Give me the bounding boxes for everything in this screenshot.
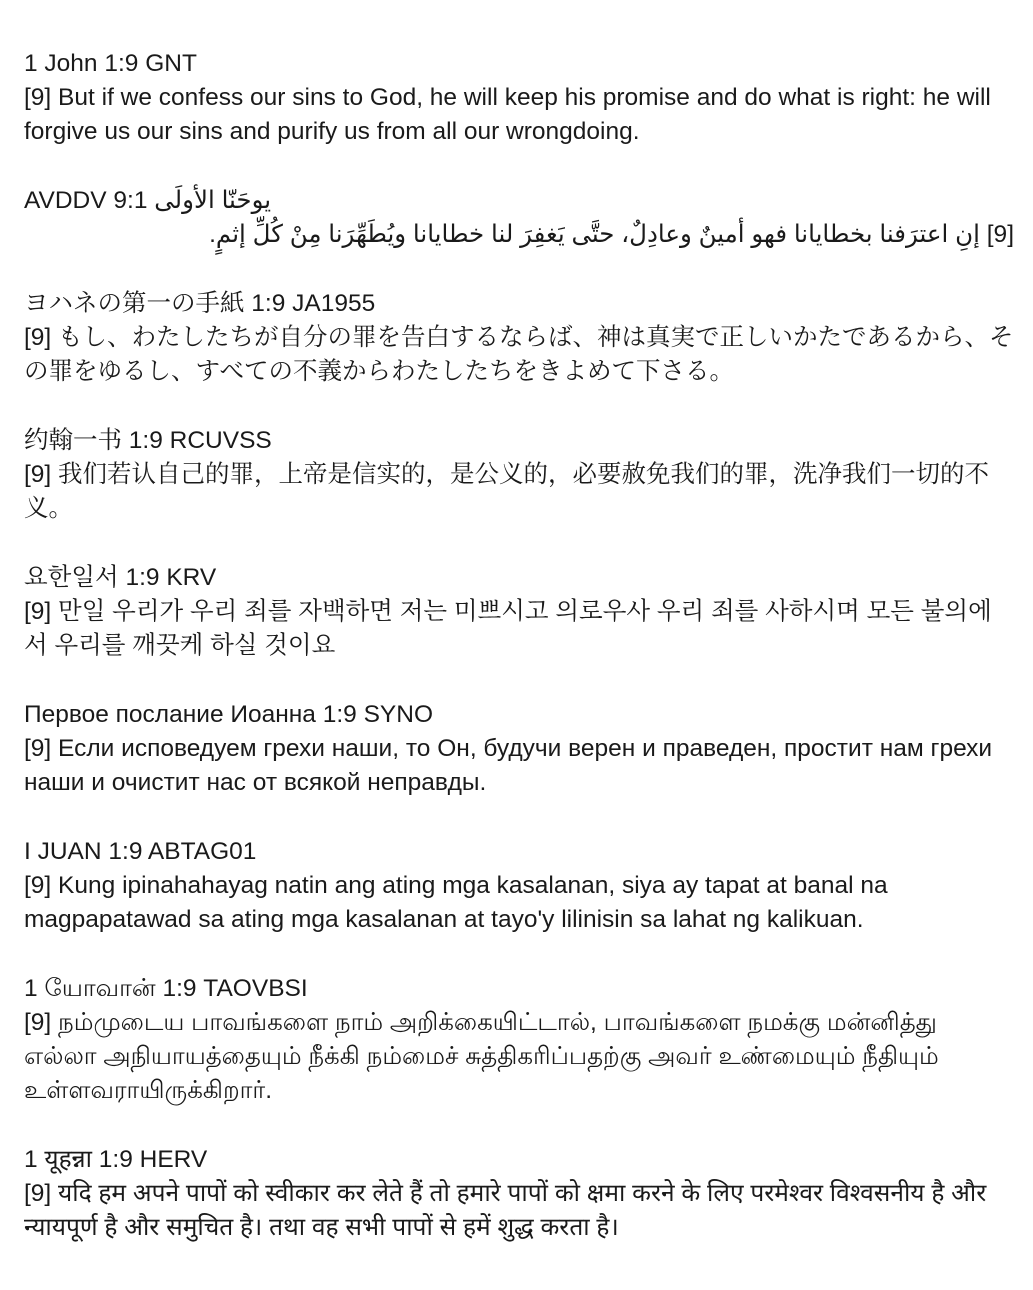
verse-entry-gnt — [24, 47, 1014, 149]
verse-text: [9] Kung ipinahahayag natin ang ating mga kasalanan, siya ay tapat at banal na magpapatawad sa ating mga kasalanan at tayo'y lilinisin sa lahat ng kalikuan. — [24, 872, 888, 933]
verse-text: [9] إنِ اعترَفنا بخطايانا فهو أمينٌ وعادِلٌ، حتَّى يَغفِرَ لنا خطايانا ويُطَهِّرَنا مِنْ كُلِّ إثمٍ. — [209, 221, 1014, 248]
verse-reference: I JUAN 1:9 ABTAG01 — [24, 838, 257, 865]
verse-reference: AVDDV 9:1 يوحَنّا الأولَى — [24, 187, 272, 214]
verse-entry-avddv — [24, 184, 1014, 252]
verse-document — [24, 47, 1014, 1280]
verse-reference: 1 John 1:9 GNT — [24, 50, 197, 77]
verse-text: [9] もし、わたしたちが自分の罪を告白するならば、神は真実で正しいかたであるから、その罪をゆるし、すべての不義からわたしたちをきよめて下さる。 — [24, 324, 1014, 385]
verse-text: [9] But if we confess our sins to God, he will keep his promise and do what is right: he will forgive us our sins and purify us from all our wrongdoing. — [24, 84, 991, 145]
verse-text: [9] நம்முடைய பாவங்களை நாம் அறிக்கையிட்டால், பாவங்களை நமக்கு மன்னித்து எல்லா அநியாயத்தையும் நீக்கி நம்மைச் சுத்திகரிப்பதற்கு அவர் உண்மையும் நீதியும் உள்ளவராயிருக்கிறார். — [24, 1009, 939, 1104]
verse-reference: 요한일서 1:9 KRV — [24, 564, 217, 591]
verse-entry-rcuvss — [24, 424, 1014, 526]
verse-reference: 1 யோவான் 1:9 TAOVBSI — [24, 975, 308, 1002]
verse-reference: Первое послание Иоанна 1:9 SYNO — [24, 701, 434, 728]
verse-text: [9] 我们若认自己的罪，上帝是信实的，是公义的，必要赦免我们的罪，洗净我们一切的不义。 — [24, 461, 990, 522]
verse-entry-ja1955 — [24, 287, 1014, 389]
verse-reference: ヨハネの第一の手紙 1:9 JA1955 — [24, 290, 376, 317]
verse-entry-herv — [24, 1143, 1014, 1245]
verse-text: [9] यदि हम अपने पापों को स्वीकार कर लेते हैं तो हमारे पापों को क्षमा करने के लिए परमेश्वर विश्वसनीय है और न्यायपूर्ण है और समुचित है। तथा वह सभी पापों से हमें शुद्ध करता है। — [24, 1180, 987, 1241]
verse-entry-syno — [24, 698, 1014, 800]
verse-text: [9] 만일 우리가 우리 죄를 자백하면 저는 미쁘시고 의로우사 우리 죄를 사하시며 모든 불의에서 우리를 깨끗케 하실 것이요 — [24, 598, 992, 659]
verse-reference: 约翰一书 1:9 RCUVSS — [24, 427, 272, 454]
verse-entry-krv — [24, 561, 1014, 663]
verse-entry-taovbsi — [24, 972, 1014, 1108]
verse-text: [9] Если исповедуем грехи наши, то Он, будучи верен и праведен, простит нам грехи наши и очистит нас от всякой неправды. — [24, 735, 993, 796]
verse-entry-abtag01 — [24, 835, 1014, 937]
verse-reference: 1 यूहन्ना 1:9 HERV — [24, 1146, 208, 1173]
